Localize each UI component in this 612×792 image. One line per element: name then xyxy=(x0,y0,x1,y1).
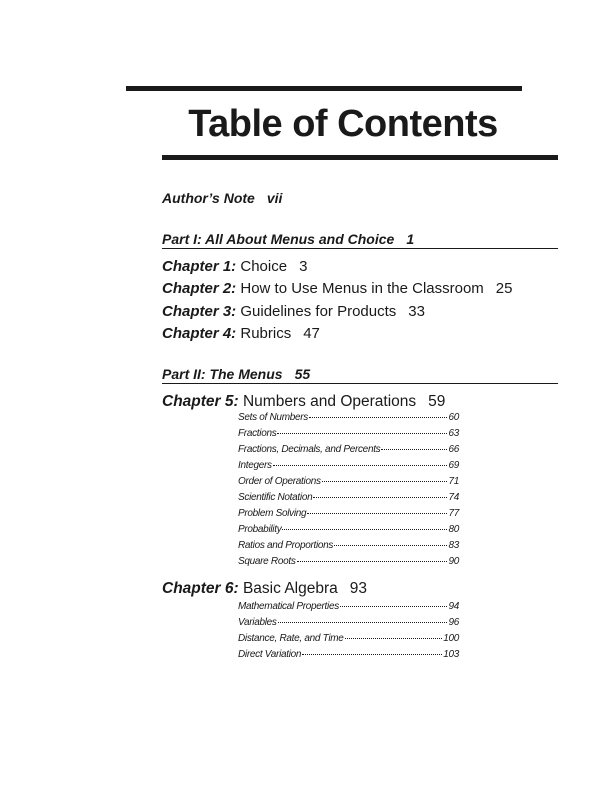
chapter-title: How to Use Menus in the Classroom xyxy=(240,280,484,297)
section-page: 74 xyxy=(448,492,459,503)
section-page: 69 xyxy=(448,460,459,471)
chapter-label: Chapter 4: xyxy=(162,325,237,342)
chapter-page: 25 xyxy=(495,280,513,297)
section-page: 63 xyxy=(448,428,459,439)
section-title: Scientific Notation xyxy=(238,492,313,503)
section-entry[interactable] xyxy=(238,444,459,455)
chapter-page: 3 xyxy=(299,258,308,275)
leader-dots xyxy=(302,654,442,655)
section-page: 77 xyxy=(448,508,459,519)
chapter-label: Chapter 3: xyxy=(162,303,237,320)
section-page: 100 xyxy=(443,633,459,644)
section-title: Mathematical Properties xyxy=(238,601,339,612)
section-title: Problem Solving xyxy=(238,508,307,519)
leader-dots xyxy=(309,417,447,418)
part-label: Part I: All About Menus and Choice xyxy=(162,231,395,247)
leader-dots xyxy=(307,513,447,514)
leader-dots xyxy=(277,433,447,434)
chapter-title: Basic Algebra xyxy=(242,580,338,597)
leader-dots xyxy=(334,545,447,546)
chapter-entry-4[interactable] xyxy=(162,325,320,342)
section-page: 103 xyxy=(443,649,459,660)
section-page: 71 xyxy=(448,476,459,487)
section-title: Direct Variation xyxy=(238,649,302,660)
author-note-entry[interactable] xyxy=(162,190,282,206)
section-entry[interactable] xyxy=(238,649,459,660)
section-title: Variables xyxy=(238,617,277,628)
section-entry[interactable] xyxy=(238,412,459,423)
chapter-entry-3[interactable] xyxy=(162,303,425,320)
title-rule-top xyxy=(126,86,522,91)
section-entry[interactable] xyxy=(238,508,459,519)
leader-dots xyxy=(273,465,448,466)
leader-dots xyxy=(322,481,448,482)
section-page: 94 xyxy=(448,601,459,612)
part-label: Part II: The Menus xyxy=(162,366,283,382)
section-entry[interactable] xyxy=(238,476,459,487)
section-page: 90 xyxy=(448,556,459,567)
section-entry[interactable] xyxy=(238,492,459,503)
section-title: Order of Operations xyxy=(238,476,321,487)
leader-dots xyxy=(278,622,448,623)
author-note-label: Author’s Note xyxy=(162,190,255,206)
section-title: Integers xyxy=(238,460,272,471)
section-page: 83 xyxy=(448,540,459,551)
section-entry[interactable] xyxy=(238,460,459,471)
section-entry[interactable] xyxy=(238,601,459,612)
section-title: Ratios and Proportions xyxy=(238,540,334,551)
section-page: 80 xyxy=(448,524,459,535)
chapter-page: 59 xyxy=(428,393,446,410)
chapter-label: Chapter 5: xyxy=(162,393,239,410)
title-rule-bottom xyxy=(162,155,558,160)
chapter-page: 33 xyxy=(408,303,425,320)
section-title: Sets of Numbers xyxy=(238,412,308,423)
chapter-label: Chapter 2: xyxy=(162,280,237,297)
chapter-title: Numbers and Operations xyxy=(242,393,417,410)
chapter-title: Rubrics xyxy=(240,325,292,342)
section-page: 96 xyxy=(448,617,459,628)
leader-dots xyxy=(340,606,448,607)
chapter-entry-5[interactable] xyxy=(162,393,445,411)
leader-dots xyxy=(345,638,443,639)
chapter-entry-1[interactable] xyxy=(162,258,307,275)
chapter-title: Choice xyxy=(240,258,288,275)
chapter-label: Chapter 1: xyxy=(162,258,237,275)
section-entry[interactable] xyxy=(238,540,459,551)
part-page: 1 xyxy=(406,231,415,247)
leader-dots xyxy=(297,561,448,562)
chapter-page: 93 xyxy=(349,580,367,597)
chapter-title: Guidelines for Products xyxy=(240,303,397,320)
leader-dots xyxy=(313,497,447,498)
chapter-entry-2[interactable] xyxy=(162,280,512,297)
chapter-label: Chapter 6: xyxy=(162,580,239,597)
section-page: 66 xyxy=(448,444,459,455)
leader-dots xyxy=(282,529,447,530)
section-entry[interactable] xyxy=(238,556,459,567)
section-entry[interactable] xyxy=(238,633,459,644)
chapter-page: 47 xyxy=(303,325,320,342)
section-entry[interactable] xyxy=(238,617,459,628)
chapter-entry-6[interactable] xyxy=(162,580,367,598)
section-title: Square Roots xyxy=(238,556,296,567)
leader-dots xyxy=(381,449,447,450)
section-page: 60 xyxy=(448,412,459,423)
author-note-page: vii xyxy=(266,190,283,206)
part-page: 55 xyxy=(294,366,311,382)
section-entry[interactable] xyxy=(238,524,459,535)
part-heading-2[interactable] xyxy=(162,366,558,384)
part-heading-1[interactable] xyxy=(162,231,558,249)
section-entry[interactable] xyxy=(238,428,459,439)
page-title: Table of Contents xyxy=(188,103,498,145)
section-title: Probability xyxy=(238,524,282,535)
section-title: Fractions, Decimals, and Percents xyxy=(238,444,381,455)
section-title: Fractions xyxy=(238,428,277,439)
section-title: Distance, Rate, and Time xyxy=(238,633,344,644)
